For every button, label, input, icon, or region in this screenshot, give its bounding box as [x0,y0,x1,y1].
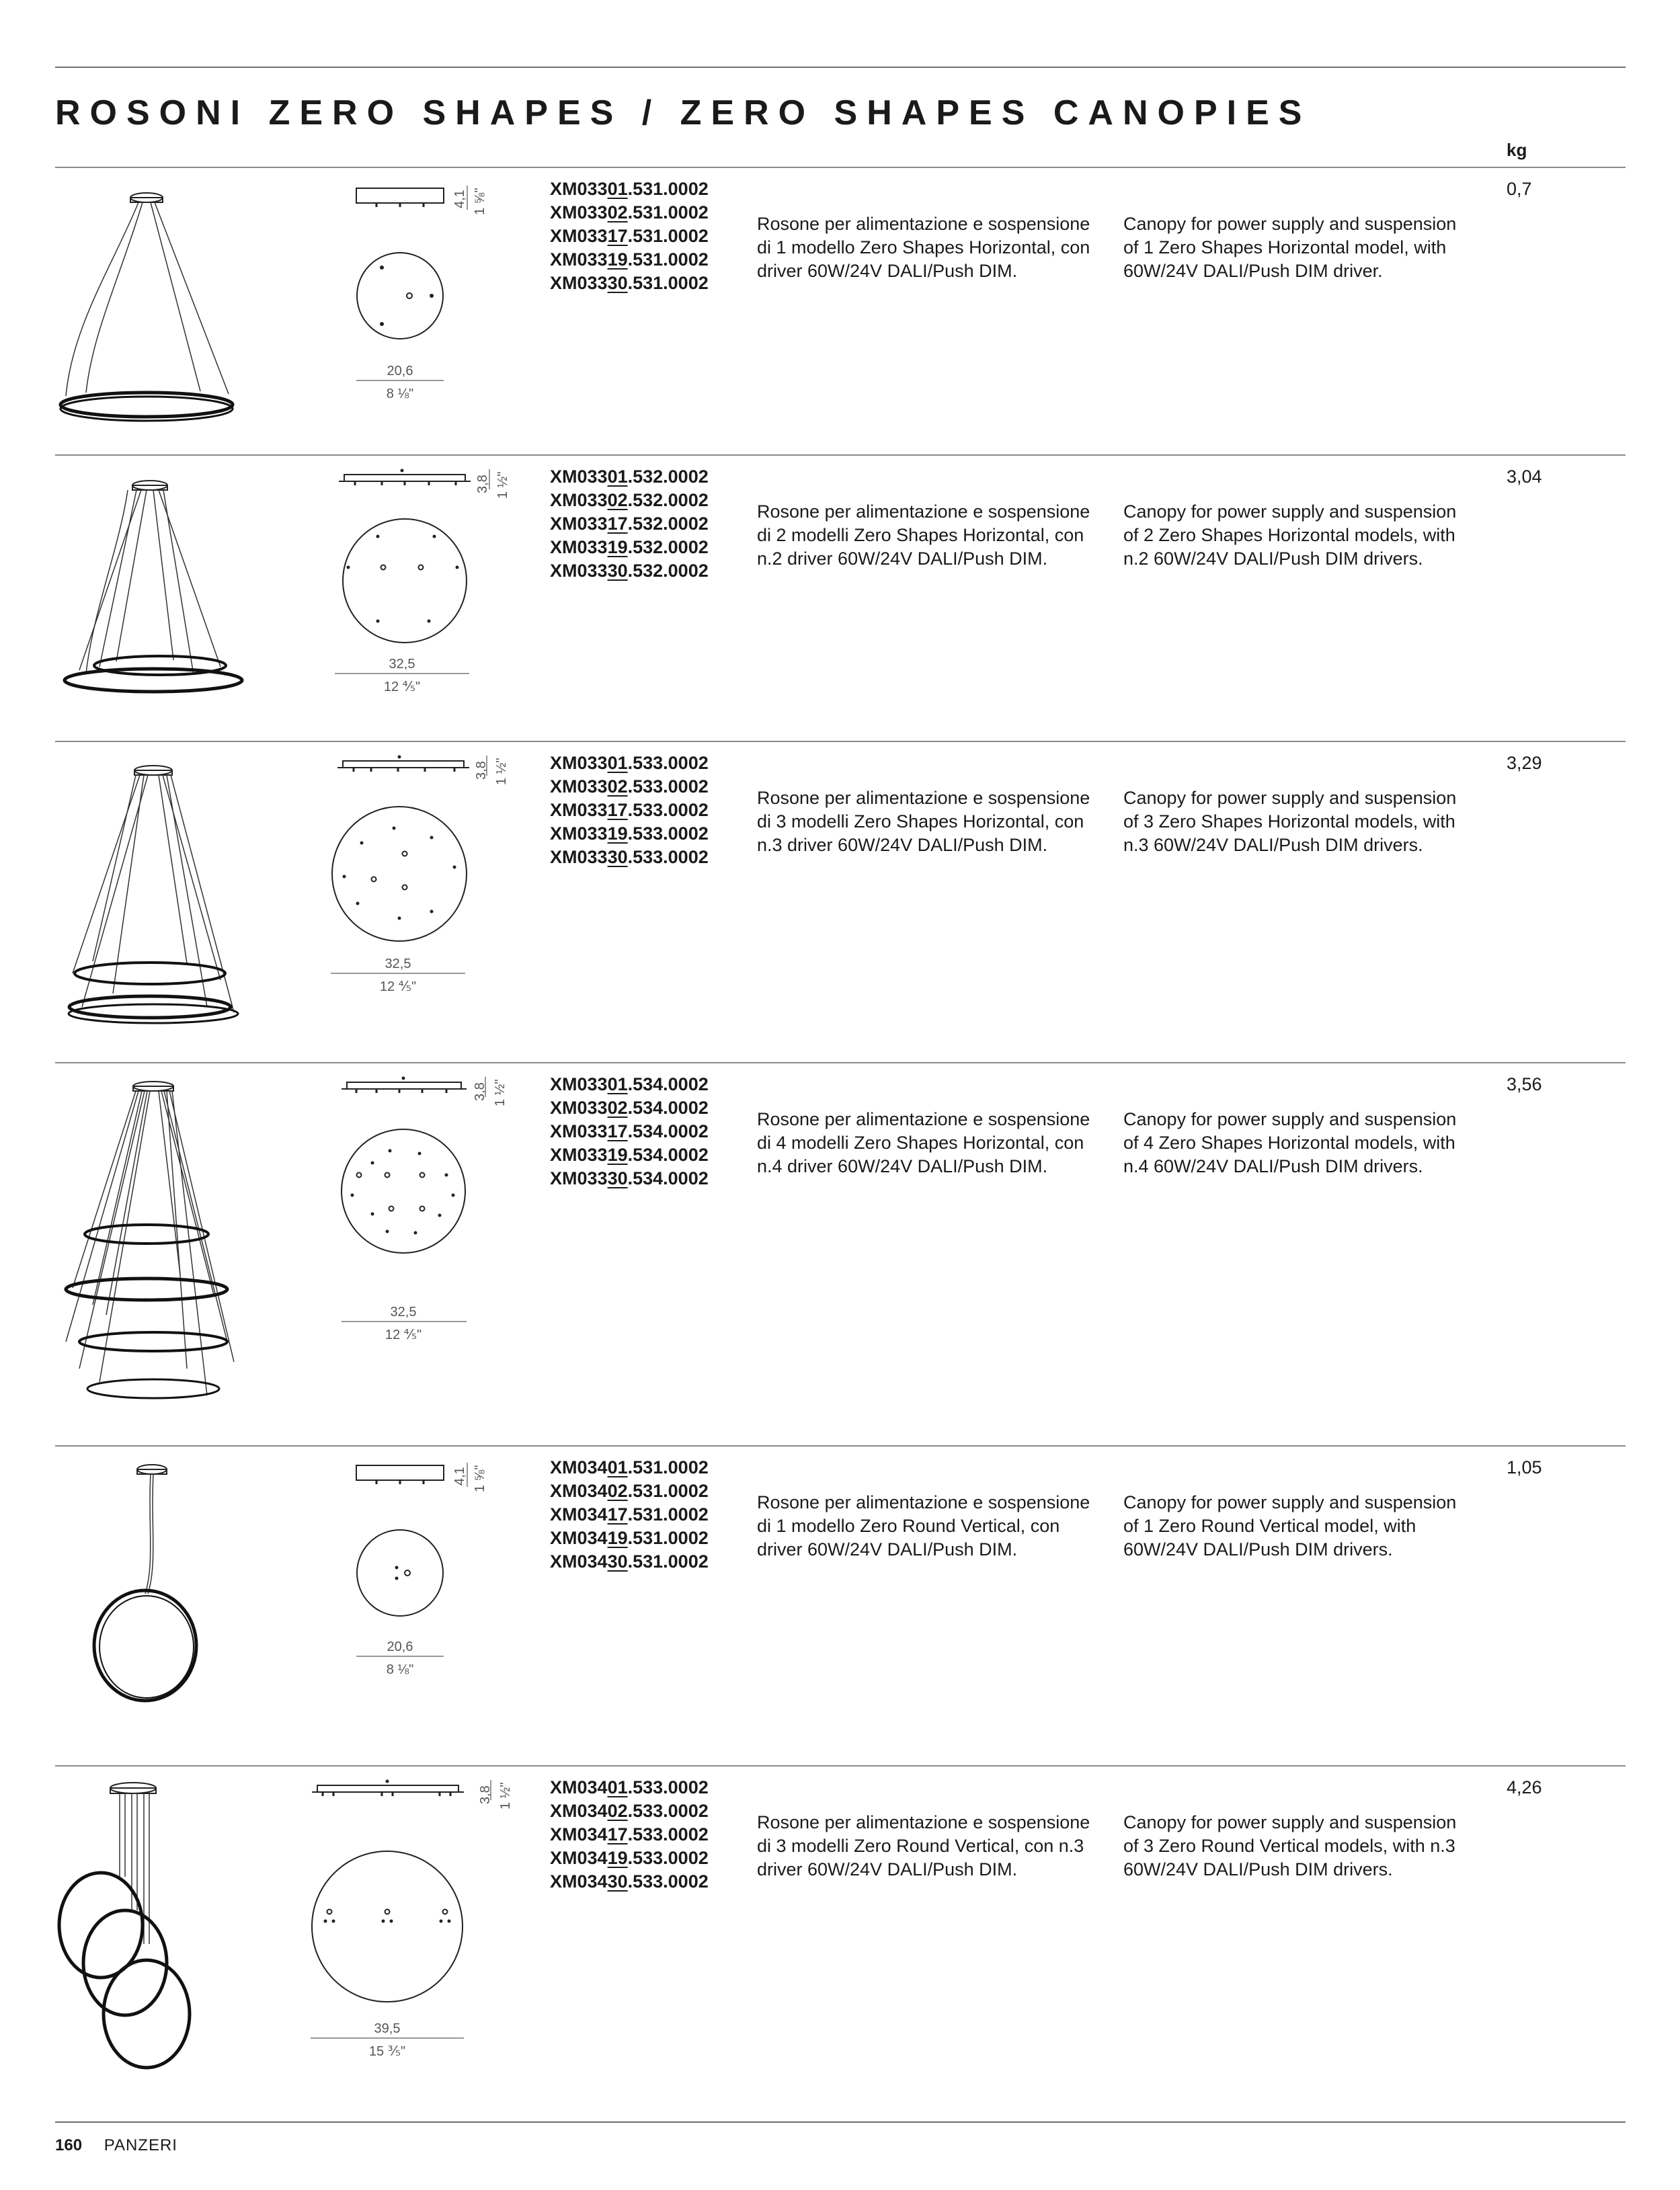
header-rule [55,167,1626,168]
height-cm-label: 3,8 [474,761,489,780]
diameter-inch-label: 8 ⅛" [386,1662,414,1677]
brand-name: PANZERI [104,2136,177,2154]
product-code: XM03319.532.0002 [550,537,709,557]
product-code: XM03330.534.0002 [550,1168,709,1188]
weight-value: 0,7 [1507,179,1532,199]
canopy-technical-drawing [331,753,539,1008]
height-inch-label: 1 ½" [495,471,510,499]
diameter-cm-label: 32,5 [385,957,411,971]
row-divider [55,1445,1626,1447]
description-english: Canopy for power supply and suspension of 4 Zero Shapes Horizontal models, with n.4 60W/24V DALI/Push DIM drivers. [1123,1109,1457,1176]
product-code: XM03330.533.0002 [550,847,709,867]
product-code: XM03317.532.0002 [550,514,709,534]
footer-rule [55,2121,1626,2123]
diameter-cm-label: 20,6 [387,364,413,378]
diameter-cm-label: 32,5 [389,657,415,672]
weight-value: 3,04 [1507,467,1542,487]
description-italian: Rosone per alimentazione e sospensione di 3 modelli Zero Round Vertical, con n.3 driver 60W/24V DALI/Push DIM. [757,1812,1090,1879]
lamp-illustration [52,1456,254,1711]
lamp-illustration [52,465,254,700]
weight-value: 1,05 [1507,1457,1542,1477]
product-codes [550,465,745,583]
product-code: XM03301.531.0002 [550,179,709,199]
product-code: XM03302.534.0002 [550,1098,709,1118]
product-code: XM03330.532.0002 [550,561,709,581]
description-italian: Rosone per alimentazione e sospensione di 1 modello Zero Round Vertical, con driver 60W/24V DALI/Push DIM. [757,1492,1090,1559]
row-divider [55,1062,1626,1063]
product-code: XM03302.533.0002 [550,776,709,797]
description-italian: Rosone per alimentazione e sospensione di 1 modello Zero Shapes Horizontal, con driver 60W/24V DALI/Push DIM. [757,214,1090,281]
diameter-cm-label: 39,5 [374,2021,401,2036]
lamp-illustration [52,177,254,433]
page-title: ROSONI ZERO SHAPES / ZERO SHAPES CANOPIES [55,93,1312,132]
product-code: XM03301.533.0002 [550,753,709,773]
page-footer [55,2136,177,2155]
diameter-cm-label: 20,6 [387,1639,413,1654]
description-italian: Rosone per alimentazione e sospensione di 3 modelli Zero Shapes Horizontal, con n.3 driver 60W/24V DALI/Push DIM. [757,788,1090,855]
description-italian: Rosone per alimentazione e sospensione di 4 modelli Zero Shapes Horizontal, con n.4 driver 60W/24V DALI/Push DIM. [757,1109,1090,1176]
product-codes [550,1776,745,1894]
diameter-inch-label: 12 ⅘" [379,979,417,994]
product-code: XM03317.531.0002 [550,226,709,246]
height-inch-label: 1 ⅝" [473,1465,487,1492]
description-english: Canopy for power supply and suspension of 3 Zero Round Vertical models, with n.3 60W/24V DALI/Push DIM drivers. [1123,1812,1457,1879]
product-codes [550,752,745,869]
description-english: Canopy for power supply and suspension of 3 Zero Shapes Horizontal models, with n.3 60W/24V DALI/Push DIM drivers. [1123,788,1457,855]
weight-value: 4,26 [1507,1777,1542,1797]
height-cm-label: 3,8 [473,1082,487,1101]
product-code: XM03402.531.0002 [550,1481,709,1501]
diameter-inch-label: 12 ⅘" [383,680,421,694]
weight-value: 3,29 [1507,753,1542,773]
product-code: XM03317.534.0002 [550,1121,709,1141]
product-code: XM03319.534.0002 [550,1145,709,1165]
description-english: Canopy for power supply and suspension of 1 Zero Shapes Horizontal model, with 60W/24V DALI/Push DIM driver. [1123,214,1457,281]
product-code: XM03301.532.0002 [550,467,709,487]
height-cm-label: 4,1 [452,190,467,208]
product-code: XM03417.533.0002 [550,1824,709,1844]
weight-value: 3,56 [1507,1074,1542,1094]
canopy-technical-drawing [335,467,543,708]
product-code: XM03419.533.0002 [550,1848,709,1868]
height-cm-label: 3,8 [475,475,490,493]
product-code: XM03430.531.0002 [550,1551,709,1572]
lamp-illustration [52,1776,254,2092]
row-divider [55,741,1626,742]
product-code: XM03401.531.0002 [550,1457,709,1477]
product-code: XM03319.531.0002 [550,249,709,270]
product-code: XM03419.531.0002 [550,1528,709,1548]
description-english: Canopy for power supply and suspension of 1 Zero Round Vertical model, with 60W/24V DALI/Push DIM drivers. [1123,1492,1457,1559]
product-codes [550,1073,745,1190]
diameter-inch-label: 8 ⅛" [386,387,414,401]
canopy-technical-drawing [307,1777,549,2073]
height-inch-label: 1 ½" [498,1782,513,1810]
description-italian: Rosone per alimentazione e sospensione di 2 modelli Zero Shapes Horizontal, con n.2 driver 60W/24V DALI/Push DIM. [757,501,1090,569]
canopy-technical-drawing [350,1457,524,1686]
product-code: XM03402.533.0002 [550,1801,709,1821]
canopy-technical-drawing [339,1074,541,1343]
product-code: XM03301.534.0002 [550,1074,709,1094]
product-code: XM03417.531.0002 [550,1504,709,1525]
description-english: Canopy for power supply and suspension of 2 Zero Shapes Horizontal models, with n.2 60W/24V DALI/Push DIM drivers. [1123,501,1457,569]
height-inch-label: 1 ½" [494,758,509,785]
canopy-technical-drawing [350,180,524,409]
product-code: XM03430.533.0002 [550,1871,709,1892]
height-inch-label: 1 ½" [493,1079,508,1106]
product-codes [550,1456,745,1574]
product-code: XM03319.533.0002 [550,823,709,844]
weight-column-header: kg [1507,140,1527,160]
height-cm-label: 4,1 [452,1467,467,1486]
lamp-illustration [52,752,254,1034]
lamp-illustration [52,1073,254,1416]
top-rule [55,67,1626,68]
product-code: XM03302.532.0002 [550,490,709,510]
row-divider [55,454,1626,456]
product-code: XM03317.533.0002 [550,800,709,820]
product-code: XM03401.533.0002 [550,1777,709,1797]
height-inch-label: 1 ⅝" [473,188,487,215]
row-divider [55,1765,1626,1767]
diameter-inch-label: 15 ⅗" [368,2044,406,2059]
diameter-inch-label: 12 ⅘" [385,1328,422,1342]
product-code: XM03330.531.0002 [550,273,709,293]
product-codes [550,177,745,295]
height-cm-label: 3,8 [478,1785,493,1804]
diameter-cm-label: 32,5 [390,1305,417,1320]
product-code: XM03302.531.0002 [550,202,709,222]
page-number: 160 [55,2136,83,2154]
